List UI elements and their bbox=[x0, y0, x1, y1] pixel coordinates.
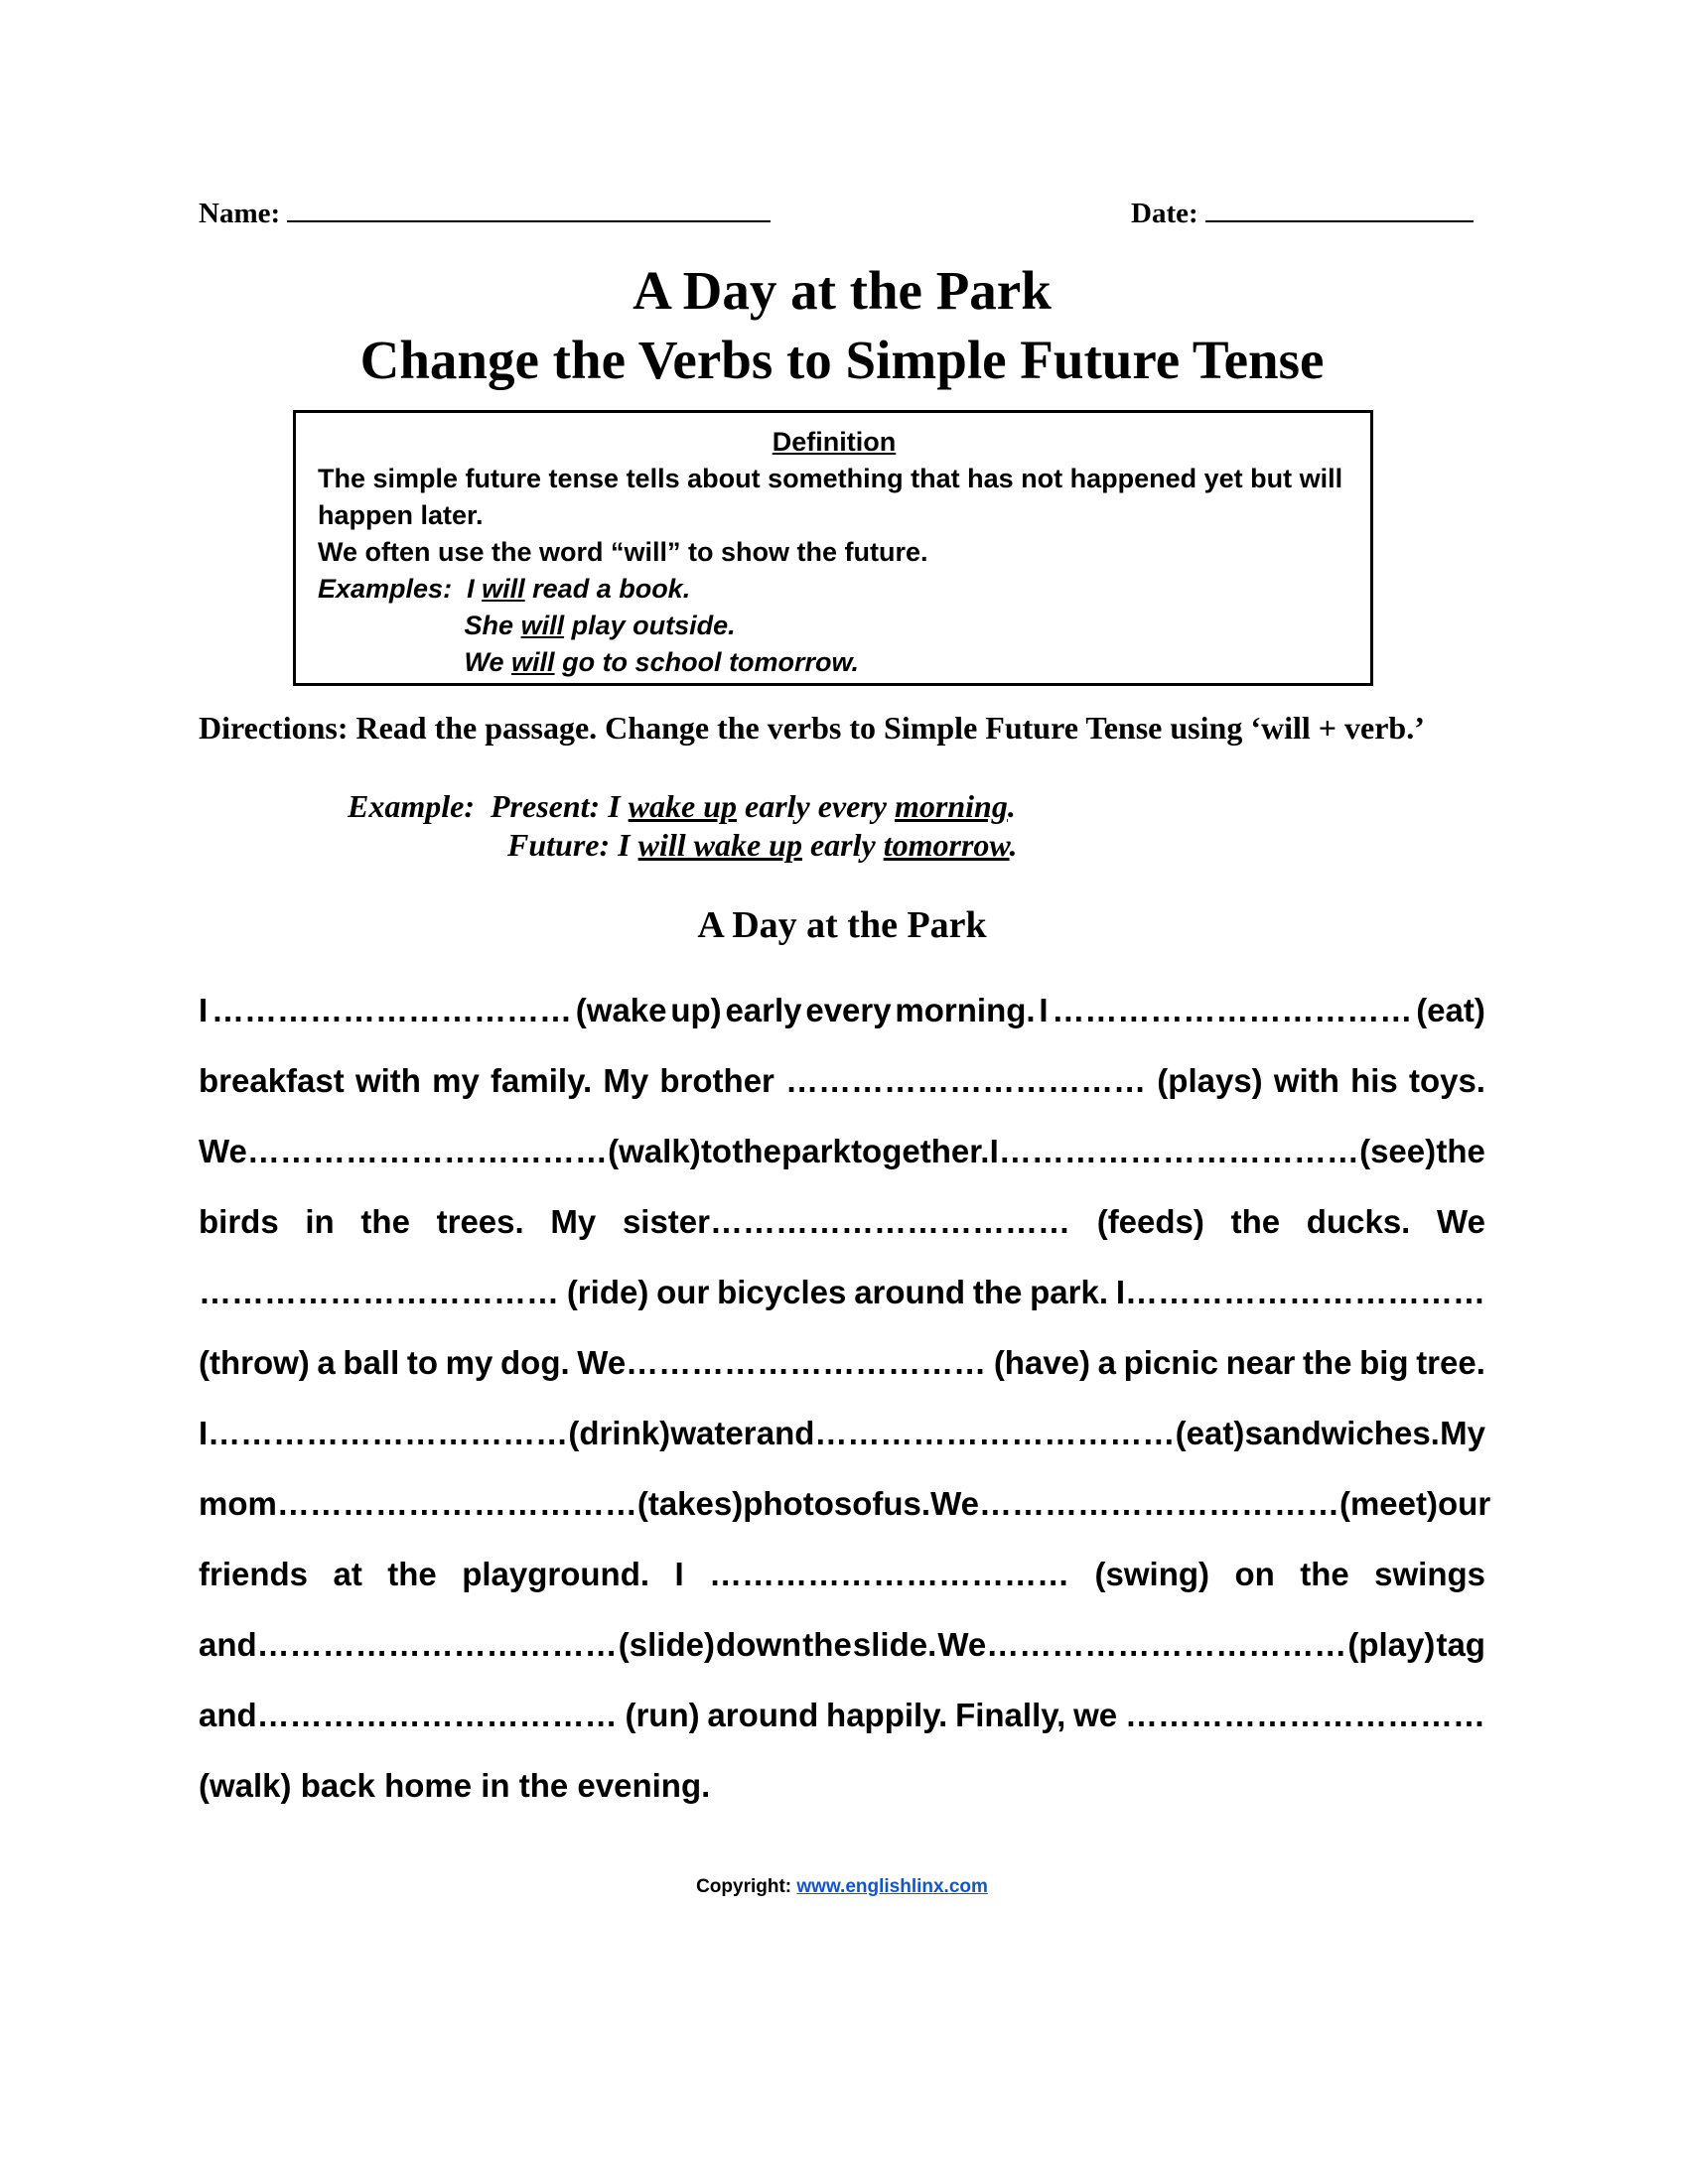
passage-word: down bbox=[716, 1626, 802, 1663]
passage-word: (ride) bbox=[566, 1274, 649, 1310]
definition-heading: Definition bbox=[772, 427, 897, 457]
passage-word: the bbox=[360, 1203, 410, 1240]
definition-line: happen later. bbox=[318, 500, 484, 530]
date-field[interactable] bbox=[1131, 197, 1474, 230]
passage-word: to bbox=[406, 1344, 439, 1381]
fill-in-blank[interactable]: …………………………… bbox=[785, 1062, 1147, 1099]
passage-word: my bbox=[445, 1344, 493, 1381]
date-label: Date: bbox=[1131, 198, 1198, 229]
fill-in-blank[interactable]: …………………………… bbox=[199, 1274, 559, 1310]
passage-title: A Day at the Park bbox=[697, 904, 987, 946]
passage-word: our bbox=[656, 1274, 710, 1310]
fill-in-blank[interactable]: I…………………………… bbox=[1115, 1274, 1485, 1310]
definition-example: Examples: I will read a book. bbox=[318, 574, 691, 604]
passage-word: (swing) bbox=[1094, 1556, 1209, 1592]
directions-text: Directions: Read the passage. Change the verbs to Simple Future Tense using ‘will + verb.’ bbox=[199, 710, 1425, 746]
copyright-link[interactable]: www.englishlinx.com bbox=[796, 1876, 988, 1897]
passage-word: (drink) bbox=[568, 1415, 671, 1451]
passage-word: toys. bbox=[1408, 1062, 1485, 1099]
passage-word: birds bbox=[199, 1203, 279, 1240]
passage-word: picnic bbox=[1123, 1344, 1218, 1381]
copyright bbox=[199, 1876, 1485, 1898]
passage-word: (slide) bbox=[618, 1626, 715, 1663]
passage-word: (play) bbox=[1347, 1626, 1436, 1663]
passage-word: My bbox=[603, 1062, 649, 1099]
fill-in-blank[interactable]: …………………………… bbox=[709, 1556, 1070, 1592]
passage-word: (eat) bbox=[1416, 992, 1485, 1028]
passage-word: early bbox=[725, 992, 802, 1028]
passage-word: big bbox=[1359, 1344, 1409, 1381]
passage-word: the bbox=[1300, 1556, 1349, 1592]
passage-word: park. bbox=[1030, 1274, 1109, 1310]
passage-word: I bbox=[199, 992, 209, 1028]
passage-line bbox=[199, 1550, 1485, 1620]
worksheet-subtitle: Change the Verbs to Simple Future Tense bbox=[359, 330, 1325, 390]
passage-word: the bbox=[387, 1556, 437, 1592]
fill-in-blank[interactable]: sister…………………………… bbox=[622, 1203, 1070, 1240]
example-label: Example: bbox=[348, 788, 475, 824]
passage-word: (walk) bbox=[608, 1133, 701, 1169]
passage-word: us. bbox=[883, 1485, 931, 1522]
fill-in-blank[interactable]: and…………………………… bbox=[199, 1626, 618, 1663]
passage-word: (eat) bbox=[1175, 1415, 1245, 1451]
fill-in-blank[interactable]: …………………………… bbox=[1124, 1697, 1485, 1733]
passage-word: the bbox=[732, 1133, 781, 1169]
passage-word: near bbox=[1225, 1344, 1296, 1381]
example-present: Example: Present: I wake up early every morning. bbox=[348, 788, 1016, 824]
passage-word: water bbox=[670, 1415, 757, 1451]
passage-line bbox=[199, 1691, 1485, 1761]
passage-word: around bbox=[707, 1697, 819, 1733]
passage-line bbox=[199, 1056, 1485, 1127]
passage-line bbox=[199, 986, 1485, 1056]
passage-word: with bbox=[354, 1062, 421, 1099]
passage-word: to bbox=[700, 1133, 733, 1169]
passage-word: (takes) bbox=[636, 1485, 744, 1522]
definition-box bbox=[293, 410, 1373, 686]
passage-word: brother bbox=[659, 1062, 774, 1099]
definition-example: She will play outside. bbox=[464, 611, 736, 640]
passage-word: family. bbox=[491, 1062, 593, 1099]
passage-line bbox=[199, 1127, 1485, 1197]
passage-word: the bbox=[1230, 1203, 1281, 1240]
definition-line: The simple future tense tells about something that has not happened yet but will bbox=[318, 464, 1343, 493]
passage-word: My bbox=[550, 1203, 597, 1240]
passage-word: (have) bbox=[993, 1344, 1091, 1381]
passage-word: the bbox=[1436, 1133, 1485, 1169]
passage-word: I bbox=[674, 1556, 684, 1592]
date-blank-line[interactable] bbox=[1205, 197, 1474, 222]
passage-word: with bbox=[1273, 1062, 1339, 1099]
worksheet-title: A Day at the Park bbox=[633, 260, 1052, 321]
passage-line bbox=[199, 1268, 1485, 1338]
name-label: Name: bbox=[199, 198, 281, 229]
copyright-label: Copyright: bbox=[696, 1876, 792, 1897]
fill-in-blank[interactable]: I…………………………… bbox=[989, 1133, 1359, 1169]
passage-word: we bbox=[1073, 1697, 1118, 1733]
passage-word: dog. bbox=[500, 1344, 570, 1381]
fill-in-blank[interactable]: and…………………………… bbox=[199, 1697, 618, 1733]
example-future: Future: I will wake up early tomorrow. bbox=[507, 827, 1018, 863]
passage-word: our bbox=[1438, 1485, 1491, 1522]
will-marker: will bbox=[511, 647, 555, 677]
fill-in-blank[interactable]: We…………………………… bbox=[577, 1344, 987, 1381]
fill-in-blank[interactable]: We…………………………… bbox=[930, 1485, 1339, 1522]
passage-word: (throw) bbox=[199, 1344, 310, 1381]
passage-word: (plays) bbox=[1157, 1062, 1263, 1099]
passage-word: around bbox=[854, 1274, 966, 1310]
passage bbox=[199, 986, 1491, 1832]
passage-word: park bbox=[781, 1133, 851, 1169]
name-field[interactable] bbox=[199, 197, 771, 230]
passage-word: sandwiches. bbox=[1244, 1415, 1440, 1451]
passage-word: my bbox=[432, 1062, 480, 1099]
will-marker: will bbox=[482, 574, 525, 604]
passage-word: swings bbox=[1374, 1556, 1485, 1592]
passage-word: together. bbox=[851, 1133, 990, 1169]
passage-word: of bbox=[852, 1485, 884, 1522]
passage-word: We bbox=[1437, 1203, 1485, 1240]
passage-word: every bbox=[805, 992, 892, 1028]
fill-in-blank[interactable]: We…………………………… bbox=[199, 1133, 608, 1169]
passage-word: I bbox=[1039, 992, 1049, 1028]
fill-in-blank[interactable]: and…………………………… bbox=[756, 1415, 1176, 1451]
passage-line bbox=[199, 1197, 1485, 1268]
passage-word: playground. bbox=[462, 1556, 650, 1592]
fill-in-blank[interactable]: We…………………………… bbox=[937, 1626, 1347, 1663]
passage-word: (wake bbox=[575, 992, 667, 1028]
passage-word: breakfast bbox=[199, 1062, 345, 1099]
fill-in-blank[interactable]: …………………………… bbox=[1052, 992, 1413, 1028]
passage-word: a bbox=[1097, 1344, 1116, 1381]
name-blank-line[interactable] bbox=[287, 197, 771, 222]
passage-word: (run) bbox=[625, 1697, 700, 1733]
passage-word: a bbox=[317, 1344, 336, 1381]
passage-word: ducks. bbox=[1306, 1203, 1411, 1240]
passage-word: tag bbox=[1436, 1626, 1485, 1663]
passage-line bbox=[199, 1479, 1491, 1550]
passage-word: (meet) bbox=[1338, 1485, 1438, 1522]
passage-word: bicycles bbox=[717, 1274, 847, 1310]
passage-word: slide. bbox=[852, 1626, 937, 1663]
will-marker: will bbox=[520, 611, 565, 640]
passage-line bbox=[199, 1409, 1485, 1479]
passage-word: the bbox=[802, 1626, 852, 1663]
passage-word: My bbox=[1440, 1415, 1485, 1451]
passage-word: (see) bbox=[1359, 1133, 1437, 1169]
passage-line bbox=[199, 1338, 1485, 1409]
student-info-row bbox=[199, 197, 1485, 240]
passage-word: ball bbox=[343, 1344, 400, 1381]
passage-word: friends bbox=[199, 1556, 309, 1592]
passage-word: Finally, bbox=[955, 1697, 1066, 1733]
passage-word: in bbox=[305, 1203, 335, 1240]
fill-in-blank[interactable]: …………………………… bbox=[211, 992, 572, 1028]
passage-line bbox=[199, 1620, 1485, 1691]
fill-in-blank[interactable]: mom…………………………… bbox=[199, 1485, 637, 1522]
passage-word: the bbox=[1302, 1344, 1352, 1381]
fill-in-blank[interactable]: I…………………………… bbox=[199, 1415, 569, 1451]
passage-word: up) bbox=[670, 992, 722, 1028]
passage-word: tree. bbox=[1416, 1344, 1485, 1381]
passage-line: (walk) back home in the evening. bbox=[199, 1767, 711, 1804]
passage-word: morning. bbox=[895, 992, 1036, 1028]
passage-word: (feeds) bbox=[1096, 1203, 1204, 1240]
examples-label: Examples: bbox=[318, 574, 453, 604]
passage-word: on bbox=[1234, 1556, 1275, 1592]
definition-example: We will go to school tomorrow. bbox=[464, 647, 860, 677]
passage-word: happily. bbox=[826, 1697, 948, 1733]
definition-line: We often use the word “will” to show the future. bbox=[318, 537, 928, 567]
passage-word: trees. bbox=[436, 1203, 524, 1240]
passage-word: his bbox=[1350, 1062, 1398, 1099]
passage-word: photos bbox=[743, 1485, 853, 1522]
passage-word: at bbox=[333, 1556, 362, 1592]
passage-word: the bbox=[972, 1274, 1023, 1310]
